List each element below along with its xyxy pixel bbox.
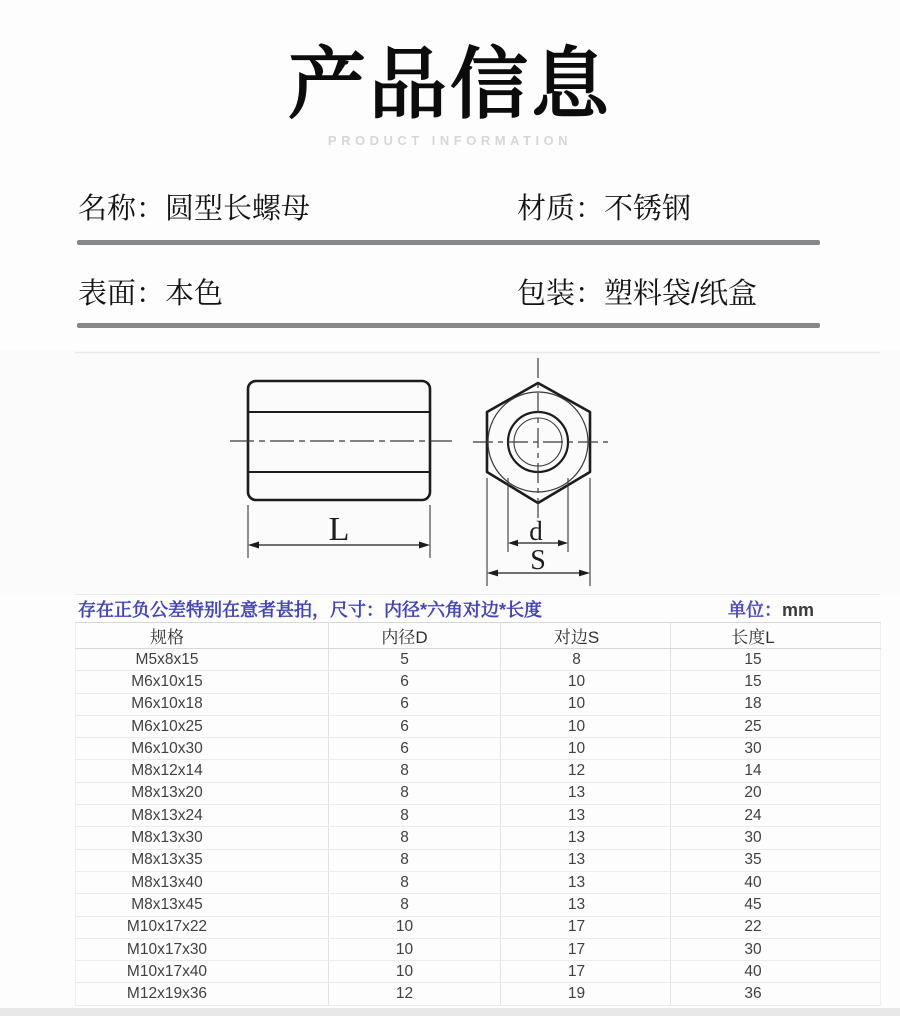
cell-bore: 10 xyxy=(329,916,501,938)
cell-flats: 13 xyxy=(501,894,671,916)
table-header-row xyxy=(76,623,881,649)
cell-flats: 17 xyxy=(501,916,671,938)
table-row xyxy=(76,649,881,671)
cell-length: 20 xyxy=(671,782,881,804)
cell-bore: 8 xyxy=(329,827,501,849)
cell-flats: 13 xyxy=(501,849,671,871)
tolerance-note: 存在正负公差特别在意者甚拍，尺寸：内径*六角对边*长度 xyxy=(78,599,543,620)
info-material-value: 不锈钢 xyxy=(604,193,692,225)
cell-flats: 10 xyxy=(501,715,671,737)
arrowhead xyxy=(558,540,568,546)
cell-flats: 17 xyxy=(501,938,671,960)
cell-bore: 8 xyxy=(329,782,501,804)
cell-length: 40 xyxy=(671,961,881,983)
cell-flats: 8 xyxy=(501,649,671,671)
cell-spec: M6x10x15 xyxy=(76,671,329,693)
cell-spec: M8x13x35 xyxy=(76,849,329,871)
cell-length: 15 xyxy=(671,649,881,671)
cell-flats: 13 xyxy=(501,827,671,849)
info-packaging-value: 塑料袋/纸盒 xyxy=(604,278,758,310)
info-packaging-label: 包装： xyxy=(517,278,605,310)
table-row xyxy=(76,805,881,827)
page-subtitle: PRODUCT INFORMATION xyxy=(327,133,573,148)
col-header-spec: 规格 xyxy=(76,623,329,649)
unit-label: 单位： xyxy=(727,599,782,620)
cell-bore: 8 xyxy=(329,805,501,827)
cell-bore: 5 xyxy=(329,649,501,671)
arrowhead xyxy=(419,542,430,549)
table-row xyxy=(76,738,881,760)
info-surface-label: 表面： xyxy=(78,278,166,310)
cell-length: 30 xyxy=(671,827,881,849)
cell-spec: M8x13x45 xyxy=(76,894,329,916)
technical-drawing xyxy=(0,350,900,595)
cell-flats: 19 xyxy=(501,983,671,1005)
cell-bore: 8 xyxy=(329,849,501,871)
table-row xyxy=(76,938,881,960)
spec-table xyxy=(75,622,881,1006)
table-row xyxy=(76,827,881,849)
cell-bore: 10 xyxy=(329,961,501,983)
arrowhead xyxy=(508,540,518,546)
cell-bore: 8 xyxy=(329,871,501,893)
cell-length: 22 xyxy=(671,916,881,938)
col-header-length: 长度L xyxy=(671,623,881,649)
table-row xyxy=(76,961,881,983)
info-packaging xyxy=(517,271,757,312)
cell-flats: 13 xyxy=(501,782,671,804)
table-row xyxy=(76,983,881,1005)
table-row xyxy=(76,894,881,916)
cell-bore: 6 xyxy=(329,693,501,715)
cell-spec: M8x13x30 xyxy=(76,827,329,849)
cell-spec: M8x12x14 xyxy=(76,760,329,782)
cell-bore: 6 xyxy=(329,738,501,760)
cell-spec: M6x10x25 xyxy=(76,715,329,737)
cell-length: 15 xyxy=(671,671,881,693)
cell-spec: M10x17x30 xyxy=(76,938,329,960)
page-title: 产品信息 xyxy=(287,40,612,128)
cell-spec: M6x10x18 xyxy=(76,693,329,715)
cell-bore: 8 xyxy=(329,760,501,782)
spec-section xyxy=(75,594,880,1006)
cell-spec: M10x17x40 xyxy=(76,961,329,983)
unit-value: mm xyxy=(781,599,814,620)
info-name xyxy=(78,186,310,227)
cell-length: 35 xyxy=(671,849,881,871)
arrowhead xyxy=(248,542,259,549)
info-material xyxy=(517,186,691,227)
col-header-flats: 对边S xyxy=(501,623,671,649)
table-row xyxy=(76,760,881,782)
cell-spec: M6x10x30 xyxy=(76,738,329,760)
spec-table-body xyxy=(76,649,881,1006)
cell-bore: 12 xyxy=(329,983,501,1005)
cell-bore: 10 xyxy=(329,938,501,960)
cell-length: 25 xyxy=(671,715,881,737)
cell-length: 40 xyxy=(671,871,881,893)
cell-length: 36 xyxy=(671,983,881,1005)
dim-label-L: L xyxy=(328,511,350,548)
cell-length: 30 xyxy=(671,738,881,760)
unit-indicator xyxy=(728,596,880,622)
table-row xyxy=(76,782,881,804)
table-row xyxy=(76,715,881,737)
cell-spec: M8x13x24 xyxy=(76,805,329,827)
cell-flats: 13 xyxy=(501,871,671,893)
cell-bore: 6 xyxy=(329,715,501,737)
cell-length: 18 xyxy=(671,693,881,715)
info-surface-value: 本色 xyxy=(165,278,224,310)
divider-line xyxy=(77,323,820,328)
col-header-bore: 内径D xyxy=(329,623,501,649)
info-material-label: 材质： xyxy=(517,193,605,225)
info-name-label: 名称： xyxy=(78,193,166,225)
cell-flats: 10 xyxy=(501,693,671,715)
dim-label-d: d xyxy=(529,516,543,546)
table-note-row xyxy=(75,595,880,622)
info-surface xyxy=(78,271,223,312)
cell-length: 45 xyxy=(671,894,881,916)
table-row xyxy=(76,849,881,871)
cell-flats: 17 xyxy=(501,961,671,983)
arrowhead xyxy=(487,570,498,577)
cell-flats: 10 xyxy=(501,671,671,693)
cell-spec: M5x8x15 xyxy=(76,649,329,671)
cell-length: 30 xyxy=(671,938,881,960)
nut-drawing-svg xyxy=(0,350,900,595)
cell-bore: 8 xyxy=(329,894,501,916)
table-row xyxy=(76,916,881,938)
arrowhead xyxy=(579,570,590,577)
table-row xyxy=(76,693,881,715)
cell-length: 14 xyxy=(671,760,881,782)
cell-spec: M12x19x36 xyxy=(76,983,329,1005)
cell-flats: 13 xyxy=(501,805,671,827)
dim-label-S: S xyxy=(530,545,546,576)
info-name-value: 圆型长螺母 xyxy=(165,193,311,225)
table-row xyxy=(76,871,881,893)
cell-flats: 12 xyxy=(501,760,671,782)
cell-spec: M8x13x40 xyxy=(76,871,329,893)
bottom-edge-strip xyxy=(0,1008,900,1016)
cell-flats: 10 xyxy=(501,738,671,760)
cell-length: 24 xyxy=(671,805,881,827)
cell-spec: M8x13x20 xyxy=(76,782,329,804)
cell-spec: M10x17x22 xyxy=(76,916,329,938)
table-row xyxy=(76,671,881,693)
cell-bore: 6 xyxy=(329,671,501,693)
divider-line xyxy=(77,240,820,245)
